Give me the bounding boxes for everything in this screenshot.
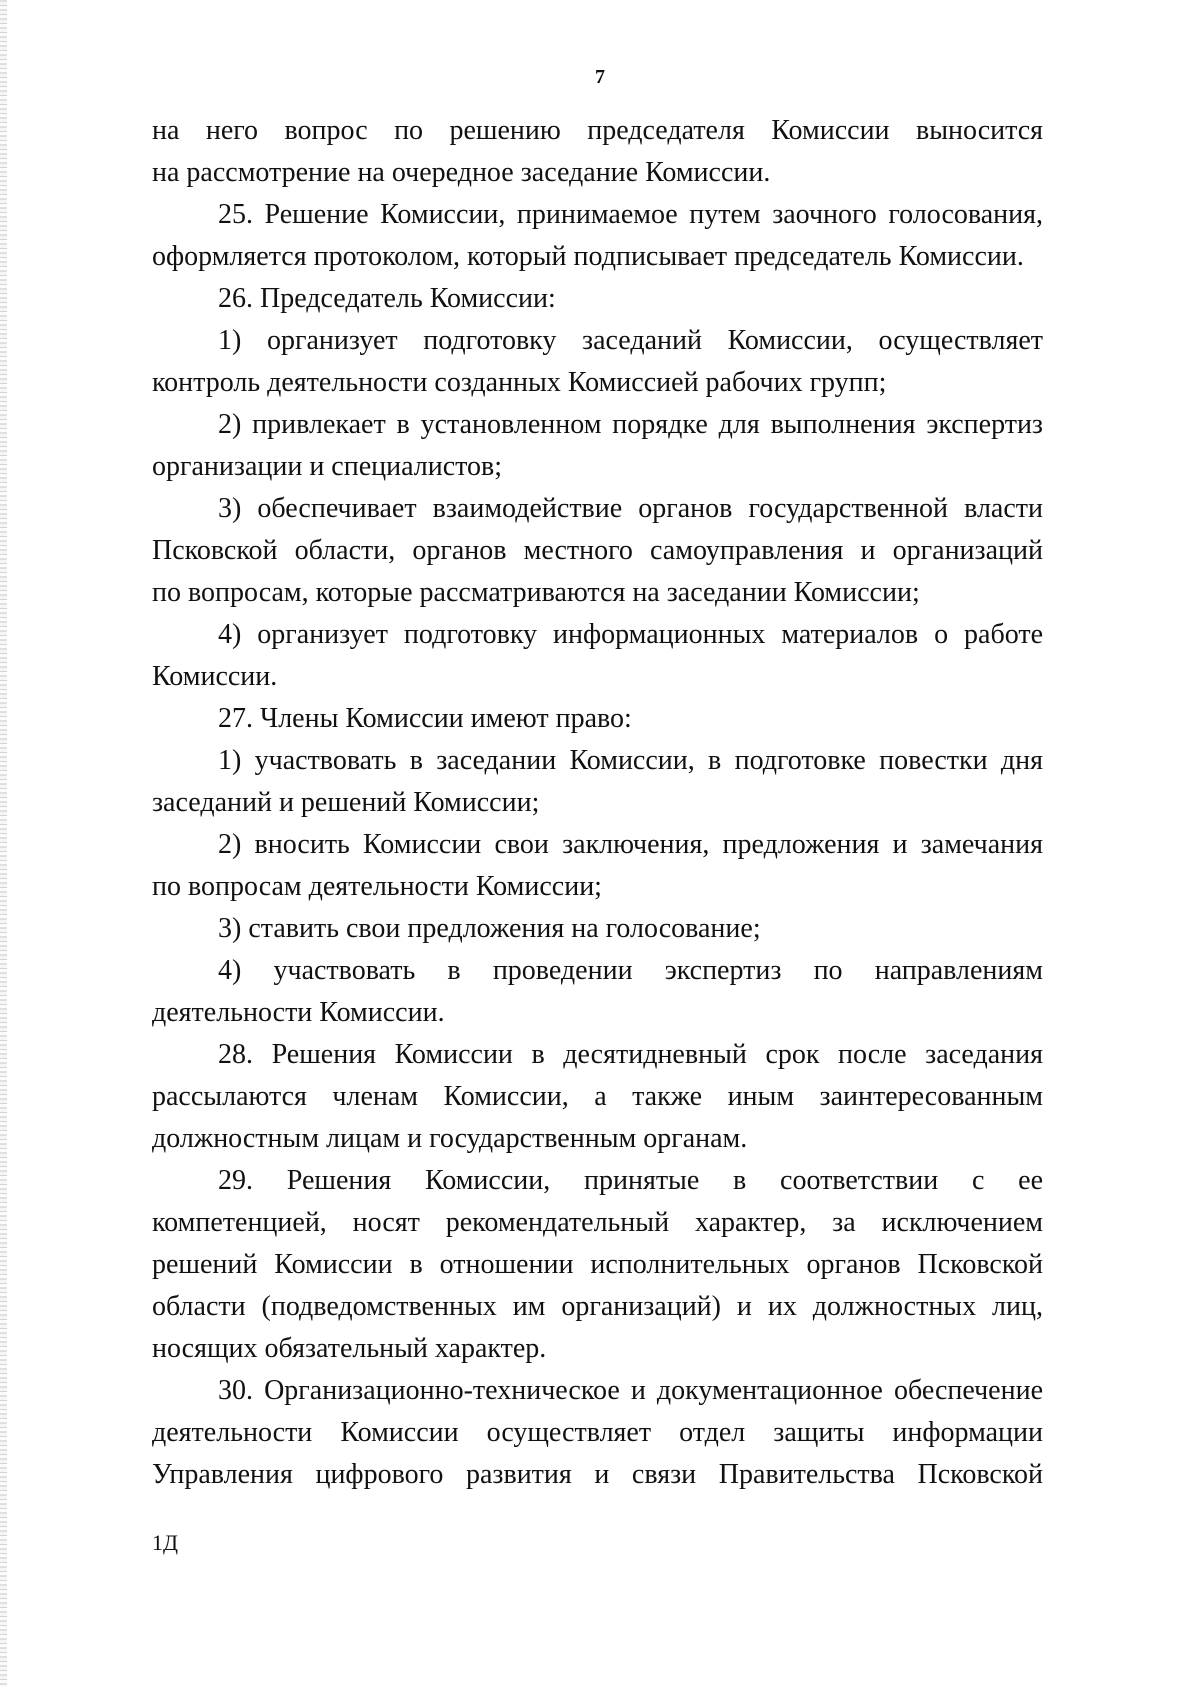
text-line: по вопросам, которые рассматриваются на заседании Комиссии; bbox=[152, 577, 920, 608]
text-line: деятельности Комиссии. bbox=[152, 997, 445, 1028]
text-line: компетенцией, носят рекомендательный характер, за исключением bbox=[152, 1207, 1043, 1238]
text-line: Управления цифрового развития и связи Правительства Псковской bbox=[152, 1459, 1043, 1490]
text-line: оформляется протоколом, который подписывает председатель Комиссии. bbox=[152, 241, 1024, 272]
text-line: решений Комиссии в отношении исполнительных органов Псковской bbox=[152, 1249, 1043, 1280]
text-line: носящих обязательный характер. bbox=[152, 1333, 547, 1364]
footer-code: 1Д bbox=[152, 1530, 179, 1555]
text-line: 30. Организационно-техническое и документационное обеспечение bbox=[218, 1375, 1043, 1406]
text-line: 4) участвовать в проведении экспертиз по направлениям bbox=[218, 955, 1043, 986]
text-line: 28. Решения Комиссии в десятидневный срок после заседания bbox=[218, 1039, 1043, 1070]
text-line: 27. Члены Комиссии имеют право: bbox=[218, 703, 632, 734]
text-line: по вопросам деятельности Комиссии; bbox=[152, 871, 602, 902]
text-line: Псковской области, органов местного самоуправления и организаций bbox=[152, 535, 1043, 566]
text-line: 1) организует подготовку заседаний Комиссии, осуществляет bbox=[218, 325, 1043, 356]
text-line: 3) обеспечивает взаимодействие органов государственной власти bbox=[218, 493, 1043, 524]
text-line: 2) привлекает в установленном порядке для выполнения экспертиз bbox=[218, 409, 1043, 440]
text-line: деятельности Комиссии осуществляет отдел защиты информации bbox=[152, 1417, 1043, 1448]
text-line: 4) организует подготовку информационных материалов о работе bbox=[218, 619, 1043, 650]
text-line: области (подведомственных им организаций) и их должностных лиц, bbox=[152, 1291, 1043, 1322]
page-number: 7 bbox=[595, 66, 605, 88]
text-line: должностным лицам и государственным органам. bbox=[152, 1123, 748, 1154]
text-line: 26. Председатель Комиссии: bbox=[218, 283, 556, 314]
scan-edge bbox=[0, 0, 7, 1686]
text-line: 29. Решения Комиссии, принятые в соответствии с ее bbox=[218, 1165, 1043, 1196]
text-line: заседаний и решений Комиссии; bbox=[152, 787, 540, 818]
text-line: организации и специалистов; bbox=[152, 451, 503, 482]
text-line: контроль деятельности созданных Комиссией рабочих групп; bbox=[152, 367, 887, 398]
text-line: 25. Решение Комиссии, принимаемое путем заочного голосования, bbox=[218, 199, 1043, 230]
text-line: 1) участвовать в заседании Комиссии, в подготовке повестки дня bbox=[218, 745, 1043, 776]
text-line: 2) вносить Комиссии свои заключения, предложения и замечания bbox=[218, 829, 1043, 860]
text-line: 3) ставить свои предложения на голосование; bbox=[218, 913, 761, 944]
text-line: Комиссии. bbox=[152, 661, 278, 692]
text-line: на него вопрос по решению председателя Комиссии выносится bbox=[152, 115, 1043, 146]
text-line: рассылаются членам Комиссии, а также иным заинтересованным bbox=[152, 1081, 1043, 1112]
document-body bbox=[152, 110, 1043, 1496]
text-line: на рассмотрение на очередное заседание Комиссии. bbox=[152, 157, 771, 188]
